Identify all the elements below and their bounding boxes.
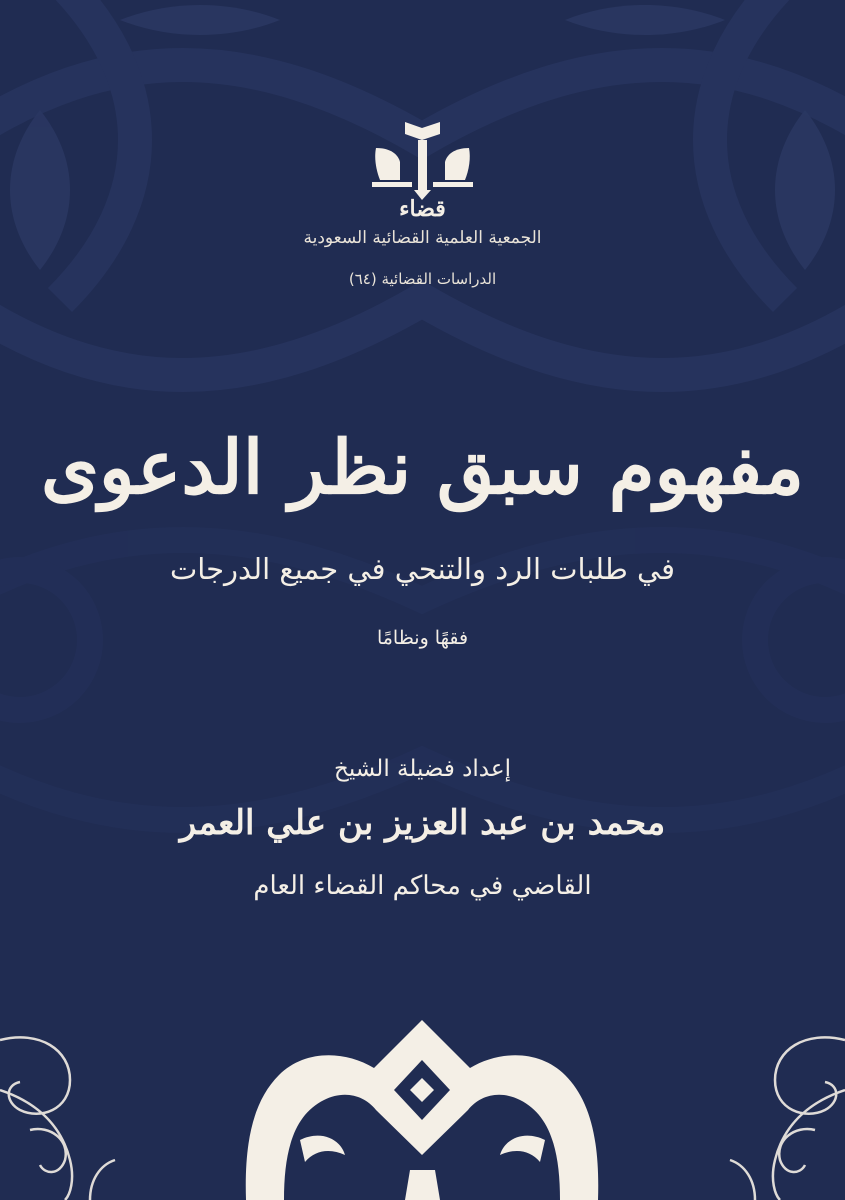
publisher-logo-icon (370, 118, 475, 208)
book-subtitle: في طلبات الرد والتنحي في جميع الدرجات (169, 552, 676, 586)
bottom-ornament (0, 1020, 845, 1200)
logo-wordmark: قضاء (399, 196, 446, 222)
book-title: مفهوم سبق نظر الدعوى (41, 425, 804, 511)
author-position: القاضي في محاكم القضاء العام (253, 871, 592, 901)
organization-name: الجمعية العلمية القضائية السعودية (303, 228, 542, 248)
series-label: الدراسات القضائية (٦٤) (348, 270, 497, 288)
author-name: محمد بن عبد العزيز بن علي العمر (179, 803, 666, 843)
prepared-by-label: إعداد فضيلة الشيخ (334, 756, 511, 782)
book-subtitle-secondary: فقهًا ونظامًا (376, 627, 469, 649)
